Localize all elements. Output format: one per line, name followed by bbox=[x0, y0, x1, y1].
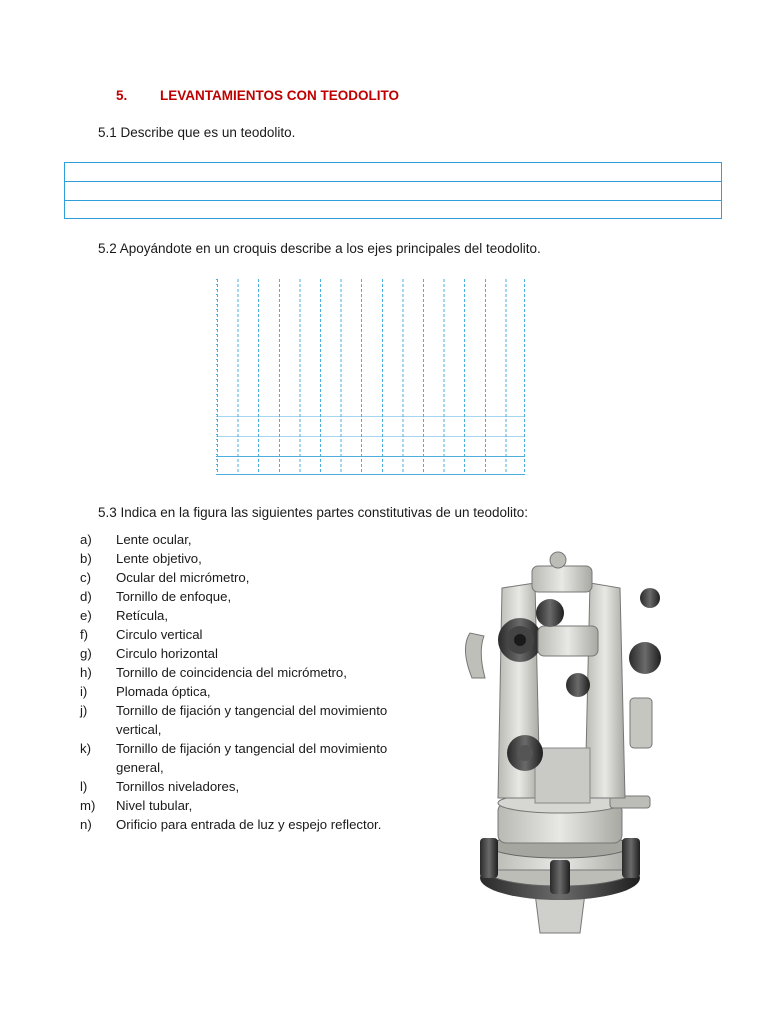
list-text: Ocular del micrómetro, bbox=[116, 570, 250, 585]
list-marker: i) bbox=[80, 684, 88, 699]
question-5-3: 5.3 Indica en la figura las siguientes partes constitutivas de un teodolito: bbox=[98, 505, 529, 520]
list-item bbox=[80, 587, 420, 606]
answer-line[interactable] bbox=[65, 182, 721, 201]
section-title: LEVANTAMIENTOS CON TEODOLITO bbox=[160, 88, 400, 103]
list-item bbox=[80, 815, 420, 834]
list-marker: a) bbox=[80, 532, 92, 547]
list-item bbox=[80, 568, 420, 587]
list-item bbox=[80, 701, 420, 739]
answer-lines[interactable] bbox=[64, 162, 722, 219]
list-marker: h) bbox=[80, 665, 92, 680]
list-text: Retícula, bbox=[116, 608, 169, 623]
list-text: Orificio para entrada de luz y espejo reflector. bbox=[116, 817, 382, 832]
list-item bbox=[80, 530, 420, 549]
list-text: Circulo vertical bbox=[116, 627, 203, 642]
list-item bbox=[80, 739, 420, 777]
list-marker: n) bbox=[80, 817, 92, 832]
list-marker: g) bbox=[80, 646, 92, 661]
list-item bbox=[80, 777, 420, 796]
list-text: Circulo horizontal bbox=[116, 646, 218, 661]
section-number: 5. bbox=[116, 88, 128, 103]
list-text: Tornillos niveladores, bbox=[116, 779, 240, 794]
list-item bbox=[80, 606, 420, 625]
list-item bbox=[80, 644, 420, 663]
list-text: Tornillo de fijación y tangencial del movimiento general, bbox=[116, 741, 388, 775]
list-text: Plomada óptica, bbox=[116, 684, 211, 699]
list-marker: j) bbox=[80, 703, 88, 718]
theodolite-photo bbox=[440, 548, 680, 938]
list-text: Tornillo de enfoque, bbox=[116, 589, 232, 604]
list-marker: d) bbox=[80, 589, 92, 604]
question-5-1: 5.1 Describe que es un teodolito. bbox=[98, 125, 296, 140]
list-marker: c) bbox=[80, 570, 91, 585]
list-item bbox=[80, 663, 420, 682]
list-marker: e) bbox=[80, 608, 92, 623]
parts-list bbox=[80, 530, 420, 834]
list-text: Lente ocular, bbox=[116, 532, 192, 547]
answer-line[interactable] bbox=[65, 201, 721, 219]
list-marker: b) bbox=[80, 551, 92, 566]
list-item bbox=[80, 625, 420, 644]
list-marker: f) bbox=[80, 627, 89, 642]
list-marker: l) bbox=[80, 779, 88, 794]
list-text: Lente objetivo, bbox=[116, 551, 202, 566]
list-text: Tornillo de fijación y tangencial del movimiento vertical, bbox=[116, 703, 388, 737]
list-marker: m) bbox=[80, 798, 96, 813]
sketch-grid[interactable] bbox=[216, 277, 525, 475]
question-5-2: 5.2 Apoyándote en un croquis describe a los ejes principales del teodolito. bbox=[98, 241, 541, 256]
list-item bbox=[80, 549, 420, 568]
list-item bbox=[80, 796, 420, 815]
list-item bbox=[80, 682, 420, 701]
answer-line[interactable] bbox=[65, 163, 721, 182]
list-text: Tornillo de coincidencia del micrómetro, bbox=[116, 665, 347, 680]
list-text: Nivel tubular, bbox=[116, 798, 193, 813]
list-marker: k) bbox=[80, 741, 91, 756]
